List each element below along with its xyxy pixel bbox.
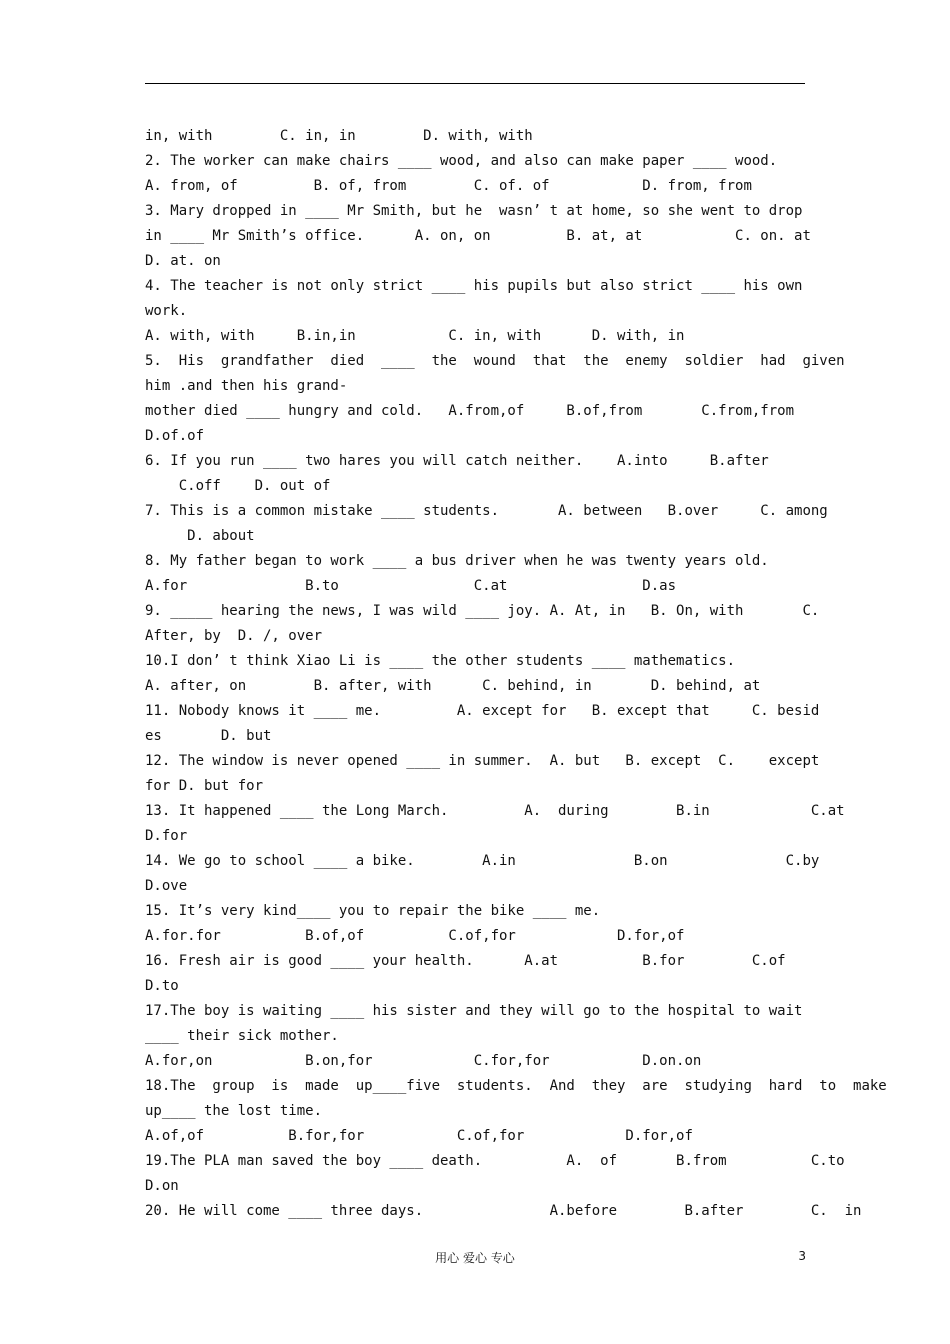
text-line: 16. Fresh air is good ____ your health. A.at B.for C.of bbox=[145, 953, 786, 969]
text-line: D. about bbox=[145, 528, 255, 544]
exercise-text-body bbox=[145, 124, 887, 1224]
text-line: 9. _____ hearing the news, I was wild ____ joy. A. At, in B. On, with C. bbox=[145, 603, 820, 619]
text-line: 19.The PLA man saved the boy ____ death. A. of B.from C.to bbox=[145, 1153, 845, 1169]
text-line: 8. My father began to work ____ a bus driver when he was twenty years old. bbox=[145, 553, 769, 569]
text-line: 11. Nobody knows it ____ me. A. except for B. except that C. besid bbox=[145, 703, 820, 719]
header-rule bbox=[145, 83, 805, 84]
text-line: mother died ____ hungry and cold. A.from,of B.of,from C.from,from bbox=[145, 403, 795, 419]
text-line: 10.I don’ t think Xiao Li is ____ the other students ____ mathematics. bbox=[145, 653, 736, 669]
text-line: A.for.for B.of,of C.of,for D.for,of bbox=[145, 928, 685, 944]
text-line: 13. It happened ____ the Long March. A. during B.in C.at bbox=[145, 803, 845, 819]
text-line: D.on bbox=[145, 1178, 179, 1194]
text-line: D. at. on bbox=[145, 253, 221, 269]
text-line: 3. Mary dropped in ____ Mr Smith, but he wasn’ t at home, so she went to drop bbox=[145, 203, 803, 219]
text-line: 6. If you run ____ two hares you will catch neither. A.into B.after bbox=[145, 453, 769, 469]
text-line: in, with C. in, in D. with, with bbox=[145, 128, 533, 144]
text-line: A.for,on B.on,for C.for,for D.on.on bbox=[145, 1053, 702, 1069]
text-line: 4. The teacher is not only strict ____ his pupils but also strict ____ his own bbox=[145, 278, 803, 294]
text-line: A. after, on B. after, with C. behind, in D. behind, at bbox=[145, 678, 761, 694]
text-line: 2. The worker can make chairs ____ wood, and also can make paper ____ wood. bbox=[145, 153, 778, 169]
text-line: es D. but bbox=[145, 728, 272, 744]
text-line: A.of,of B.for,for C.of,for D.for,of bbox=[145, 1128, 693, 1144]
text-line: 14. We go to school ____ a bike. A.in B.on C.by bbox=[145, 853, 820, 869]
text-line: work. bbox=[145, 303, 188, 319]
text-line: 15. It’s very kind____ you to repair the bike ____ me. bbox=[145, 903, 601, 919]
page-number: 3 bbox=[798, 1249, 806, 1263]
text-line: 5. His grandfather died ____ the wound that the enemy soldier had given bbox=[145, 353, 845, 369]
text-line: 18.The group is made up____five students. And they are studying hard to make bbox=[145, 1078, 887, 1094]
text-line: D.to bbox=[145, 978, 179, 994]
text-line: After, by D. /, over bbox=[145, 628, 323, 644]
text-line: D.of.of bbox=[145, 428, 205, 444]
text-line: up____ the lost time. bbox=[145, 1103, 323, 1119]
footer-motto: 用心 爱心 专心 bbox=[435, 1251, 515, 1265]
text-line: 20. He will come ____ three days. A.before B.after C. in bbox=[145, 1203, 862, 1219]
text-line: A. from, of B. of, from C. of. of D. from, from bbox=[145, 178, 752, 194]
text-line: 17.The boy is waiting ____ his sister and they will go to the hospital to wait bbox=[145, 1003, 803, 1019]
text-line: for D. but for bbox=[145, 778, 264, 794]
text-line: ____ their sick mother. bbox=[145, 1028, 339, 1044]
text-line: D.ove bbox=[145, 878, 188, 894]
text-line: 12. The window is never opened ____ in summer. A. but B. except C. except bbox=[145, 753, 820, 769]
text-line: D.for bbox=[145, 828, 188, 844]
text-line: A. with, with B.in,in C. in, with D. with, in bbox=[145, 328, 685, 344]
text-line: A.for B.to C.at D.as bbox=[145, 578, 677, 594]
text-line: C.off D. out of bbox=[145, 478, 331, 494]
text-line: 7. This is a common mistake ____ students. A. between B.over C. among bbox=[145, 503, 828, 519]
text-line: in ____ Mr Smith’s office. A. on, on B. at, at C. on. at bbox=[145, 228, 811, 244]
text-line: him .and then his grand- bbox=[145, 378, 348, 394]
